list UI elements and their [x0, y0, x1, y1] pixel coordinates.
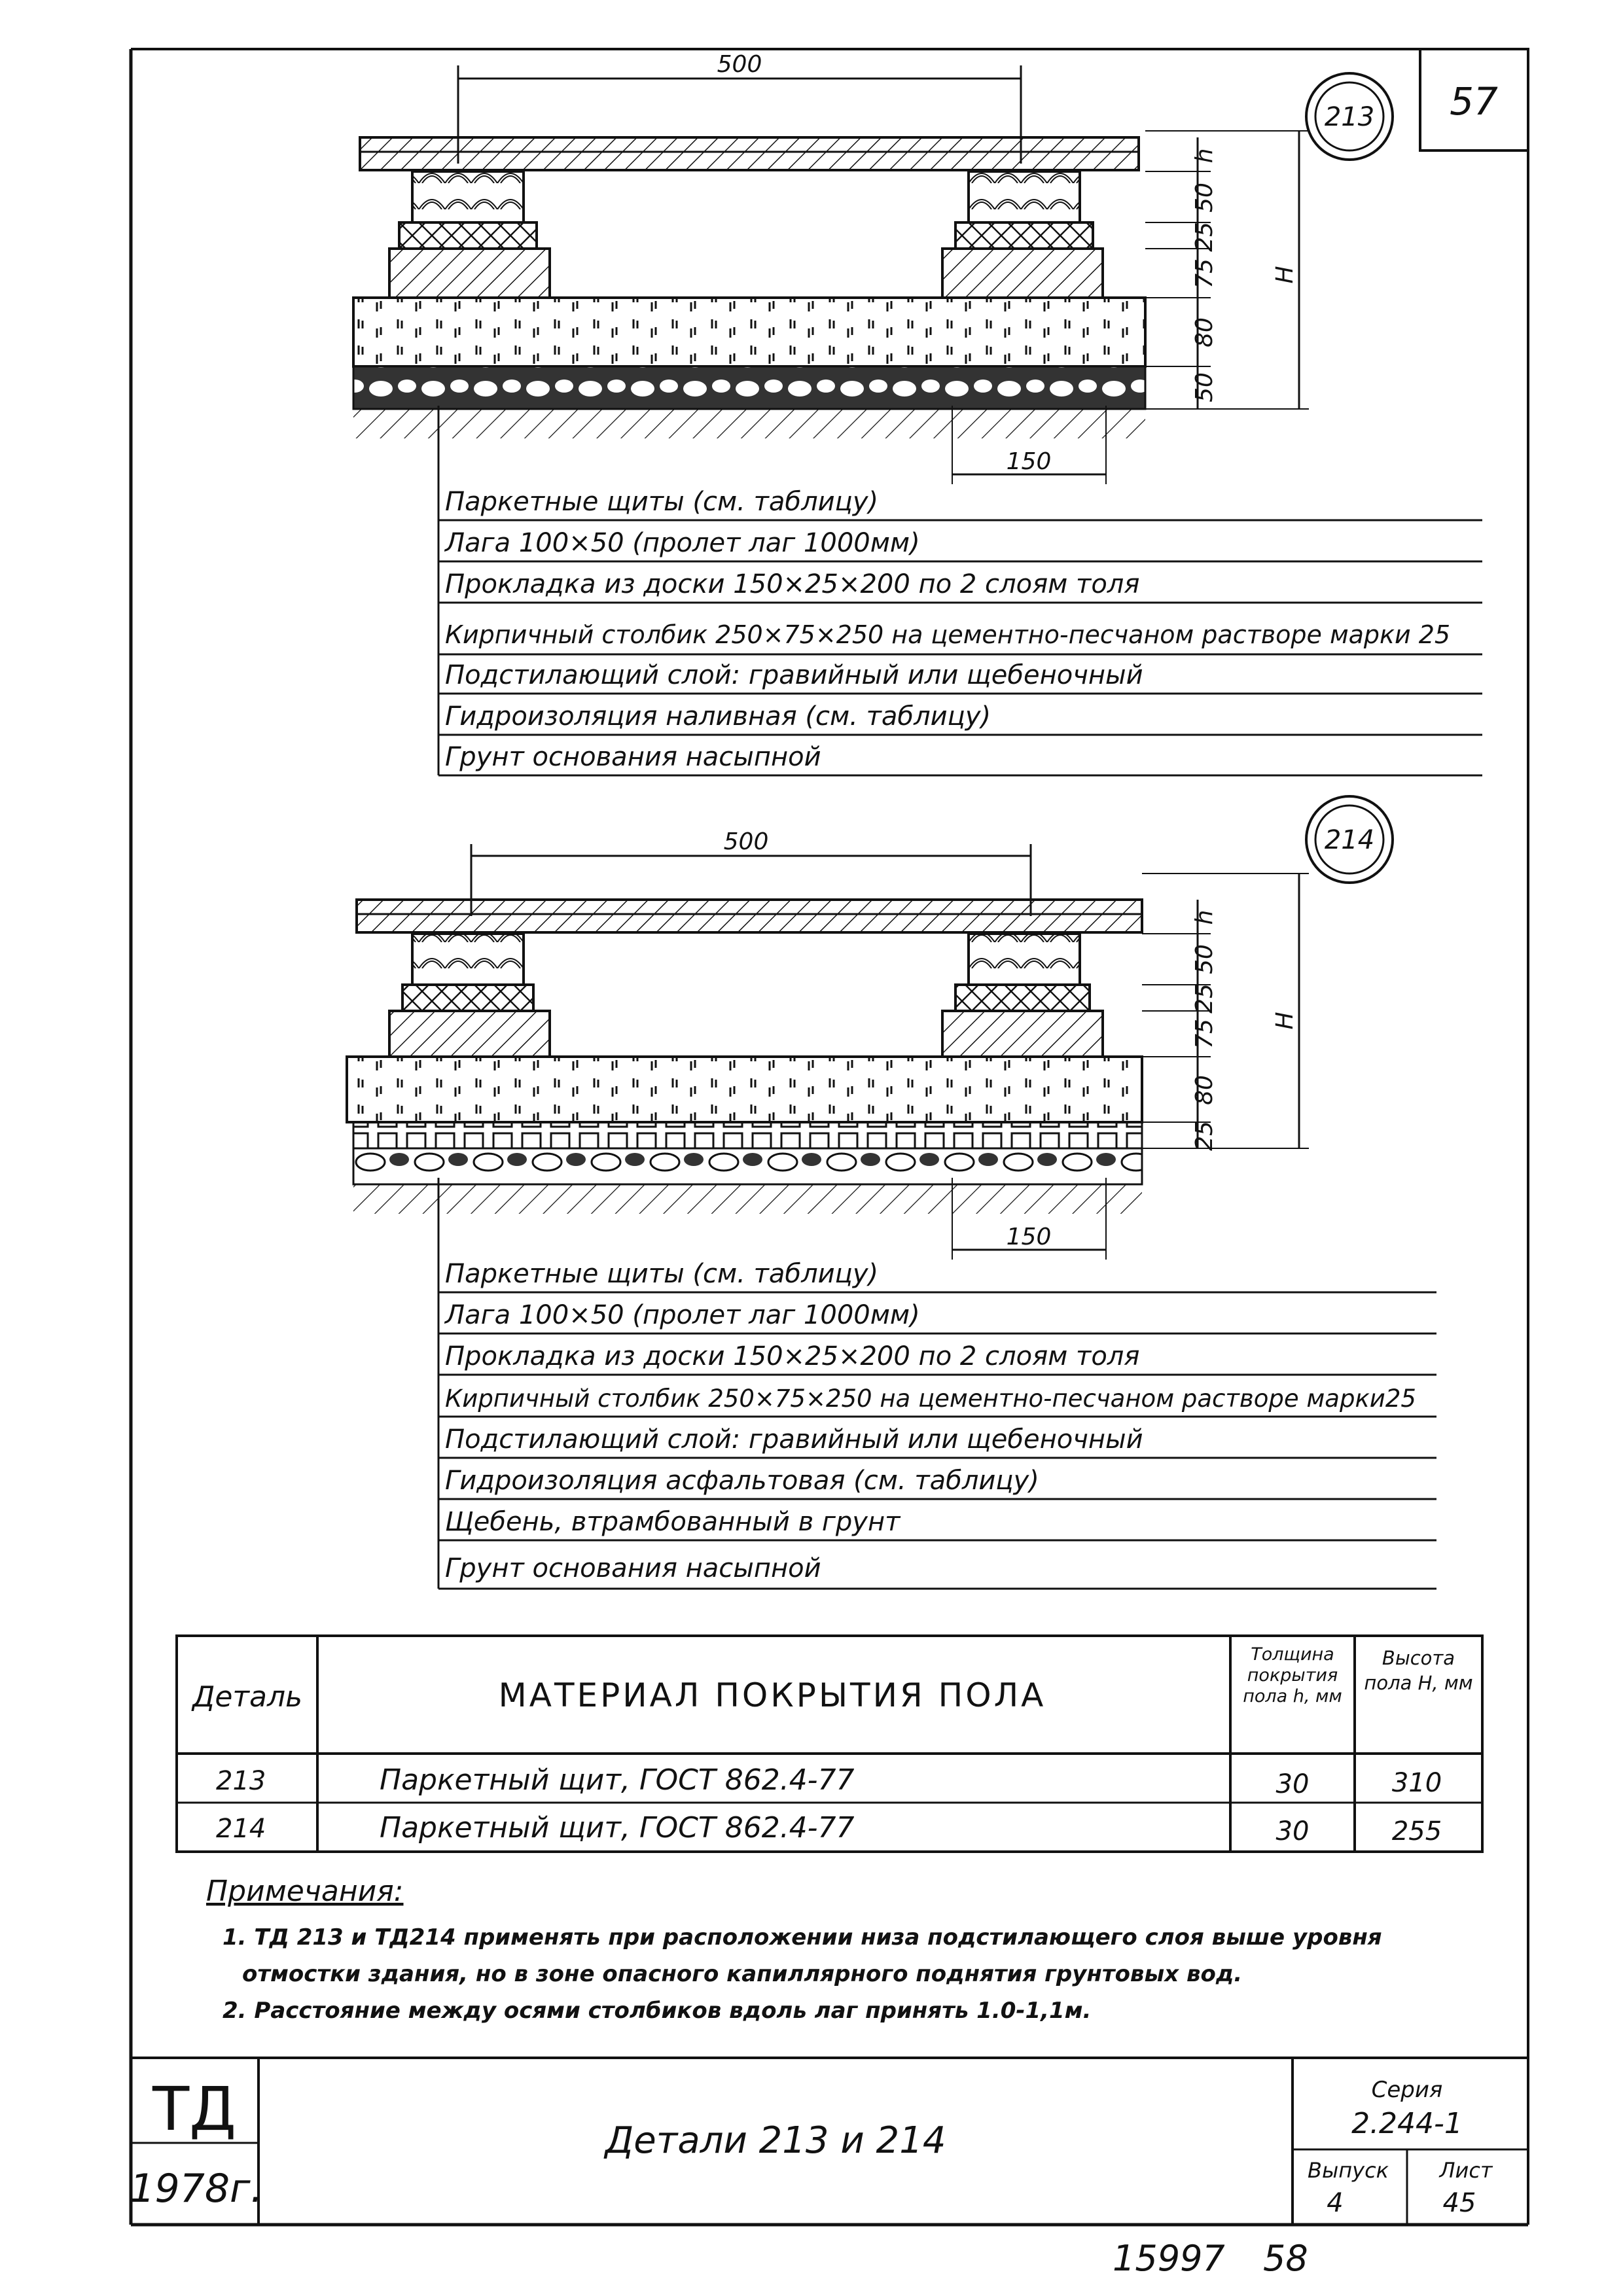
row-213-detail: 213: [216, 1766, 266, 1796]
issue-value: 4: [1327, 2188, 1344, 2218]
dim-H-label: H: [1272, 266, 1298, 284]
row-213-material: Паркетный щит, ГОСТ 862.4-77: [380, 1763, 855, 1797]
table-header-material: МАТЕРИАЛ ПОКРЫТИЯ ПОЛА: [498, 1676, 1046, 1714]
dim-150-label-214: 150: [1006, 1224, 1052, 1250]
sheet-value: 45: [1442, 2188, 1476, 2218]
brick-post-left: [389, 249, 550, 298]
parquet-panel: [360, 137, 1139, 170]
series-label: Серия: [1371, 2077, 1443, 2103]
layer-214-0: Паркетные щиты (см. таблицу): [445, 1259, 879, 1289]
layer-list-214: [438, 1259, 1436, 1589]
gasket-right: [955, 222, 1093, 249]
row-213-thickness: 30: [1275, 1769, 1310, 1799]
note-1-cont: отмостки здания, но в зоне опасного капиллярного поднятия грунтовых вод.: [242, 1961, 1243, 1987]
layer-213-5: Гидроизоляция наливная (см. таблицу): [445, 701, 991, 732]
dim-H-label-214: H: [1272, 1012, 1298, 1030]
parquet-panel-214: [357, 900, 1142, 932]
dim-75-label-214: 75: [1191, 1019, 1218, 1049]
layer-213-3: Кирпичный столбик 250×75×250 на цементно-песчаном растворе марки 25: [445, 620, 1451, 649]
detail-214-number: 214: [1324, 825, 1375, 855]
crushed-stone-layer: [353, 1148, 1142, 1184]
layer-213-4: Подстилающий слой: гравийный или щебеночный: [445, 660, 1143, 690]
row-213-height: 310: [1391, 1768, 1442, 1798]
brick-post-left-214: [389, 1011, 550, 1057]
layer-214-4: Подстилающий слой: гравийный или щебеночный: [445, 1424, 1143, 1455]
dim-h-label-214: h: [1191, 910, 1218, 925]
archive-stamp: 15997: [1113, 2238, 1225, 2279]
note-1: 1. ТД 213 и ТД214 применять при расположении низа подстилающего слоя выше уровня: [223, 1924, 1382, 1951]
row-214-detail: 214: [216, 1814, 266, 1844]
waterproofing-layer: [353, 366, 1145, 409]
layer-214-5: Гидроизоляция асфальтовая (см. таблицу): [445, 1466, 1039, 1496]
row-214-thickness: 30: [1275, 1816, 1310, 1846]
detail-214-section: [347, 796, 1436, 1589]
materials-table: [177, 1636, 1482, 1852]
layer-213-6: Грунт основания насыпной: [445, 742, 821, 772]
joist-right-214: [969, 934, 1080, 985]
layer-213-2: Прокладка из доски 150×25×200 по 2 слоям толя: [445, 569, 1140, 599]
dim-25-label-214: 25: [1191, 983, 1218, 1014]
table-header-detail: Деталь: [192, 1680, 303, 1714]
dim-50b-label: 50: [1191, 372, 1218, 402]
title-block: [130, 2058, 1528, 2225]
dim-75-label: 75: [1191, 258, 1218, 289]
dim-50-label-214: 50: [1191, 944, 1218, 974]
joist-left: [412, 171, 524, 222]
layer-213-0: Паркетные щиты (см. таблицу): [445, 487, 879, 517]
gasket-left-214: [402, 985, 533, 1011]
drawing-title: Детали 213 и 214: [605, 2119, 946, 2162]
base-layer-214: [347, 1057, 1142, 1122]
joist-left-214: [412, 934, 524, 985]
soil-layer: [353, 409, 1145, 438]
brick-post-right: [942, 249, 1103, 298]
org-code: ТД: [152, 2074, 237, 2144]
dim-25-label: 25: [1191, 222, 1218, 252]
page-number: 57: [1450, 79, 1498, 124]
dim-width-label-214: 500: [723, 828, 769, 855]
soil-layer-214: [353, 1184, 1142, 1214]
table-header-thickness: Толщина покрытия пола h, мм: [1243, 1644, 1342, 1706]
note-2: 2. Расстояние между осями столбиков вдоль лаг принять 1.0-1,1м.: [223, 1998, 1092, 2024]
layer-214-3: Кирпичный столбик 250×75×250 на цементно-песчаном растворе марки25: [445, 1385, 1416, 1413]
issue-label: Выпуск: [1308, 2158, 1389, 2183]
dim-150-label: 150: [1006, 448, 1052, 475]
archive-page: 58: [1263, 2238, 1308, 2279]
layer-list-213: [438, 487, 1482, 775]
brick-post-right-214: [942, 1011, 1103, 1057]
notes: [206, 1875, 1382, 2024]
dim-80-label-214: 80: [1191, 1075, 1218, 1105]
layer-214-7: Грунт основания насыпной: [445, 1553, 821, 1583]
dim-h-label: h: [1191, 148, 1218, 164]
layer-214-2: Прокладка из доски 150×25×200 по 2 слоям толя: [445, 1341, 1140, 1371]
row-214-material: Паркетный щит, ГОСТ 862.4-77: [380, 1811, 855, 1845]
layer-214-1: Лага 100×50 (пролет лаг 1000мм): [445, 1300, 920, 1330]
layer-213-1: Лага 100×50 (пролет лаг 1000мм): [445, 528, 920, 558]
base-layer: [353, 298, 1145, 366]
dim-80-label: 80: [1191, 317, 1218, 347]
notes-title: Примечания:: [206, 1875, 404, 1908]
year: 1978г.: [130, 2166, 263, 2212]
layer-214-6: Щебень, втрамбованный в грунт: [445, 1507, 901, 1537]
detail-213-number: 213: [1324, 102, 1375, 132]
row-214-height: 255: [1391, 1816, 1442, 1846]
waterproofing-layer-214: [353, 1122, 1142, 1148]
detail-213-section: [353, 51, 1482, 775]
dim-50-label: 50: [1191, 183, 1218, 213]
dim-width-label: 500: [717, 51, 762, 78]
table-header-height: Высота пола H, мм: [1364, 1647, 1473, 1694]
dim-25b-label-214: 25: [1191, 1121, 1218, 1151]
gasket-right-214: [955, 985, 1090, 1011]
series-value: 2.244-1: [1351, 2107, 1463, 2140]
sheet-label: Лист: [1439, 2158, 1493, 2183]
joist-right: [969, 171, 1080, 222]
gasket-left: [399, 222, 537, 249]
